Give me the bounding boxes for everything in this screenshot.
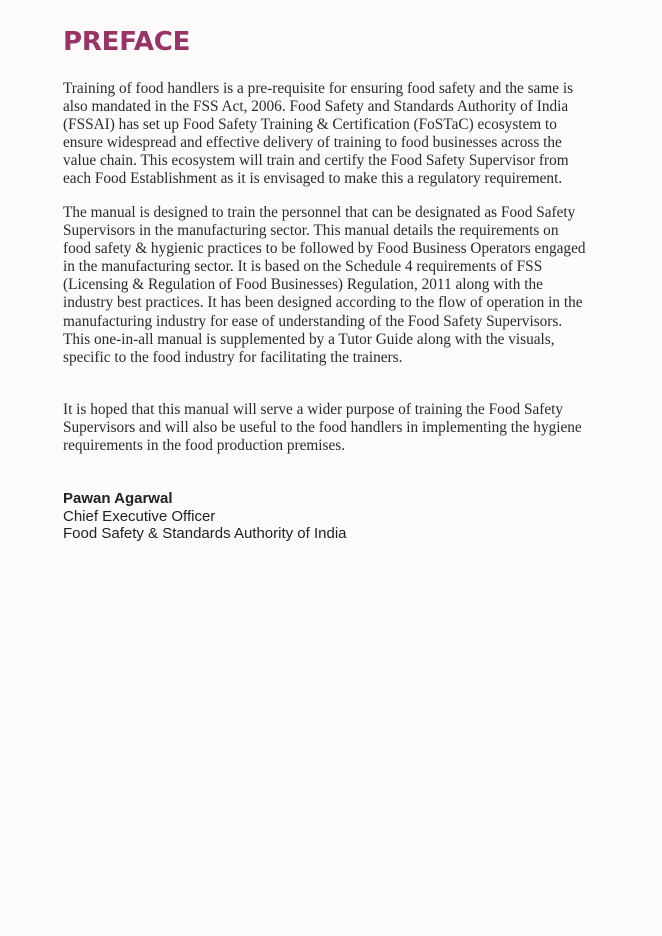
paragraph-line: specific to the food industry for facilitating the trainers. [63,348,403,366]
paragraph-line: This one-in-all manual is supplemented by a Tutor Guide along with the visuals, [63,330,555,348]
paragraph-closing [63,401,603,455]
paragraph-line: ensure widespread and effective delivery of training to food businesses across the [63,134,562,152]
paragraph-line: in the manufacturing sector. It is based on the Schedule 4 requirements of FSS [63,258,543,276]
paragraph-line: The manual is designed to train the personnel that can be designated as Food Safety [63,204,576,221]
signatory-title: Chief Executive Officer [63,507,216,525]
paragraph-line: food safety & hygienic practices to be followed by Food Business Operators engaged [63,240,586,258]
paragraph-line: also mandated in the FSS Act, 2006. Food Safety and Standards Authority of India [63,98,569,116]
page-title: PREFACE [63,27,191,57]
paragraph-line: each Food Establishment as it is envisaged to make this a regulatory requirement. [63,170,563,188]
paragraph-line: requirements in the food production premises. [63,437,346,455]
signature-block [63,490,347,543]
paragraph-line: Supervisors in the manufacturing sector. This manual details the requirements on [63,222,559,240]
paragraph-line: Training of food handlers is a pre-requisite for ensuring food safety and the same is [63,80,574,97]
paragraph-manual-description [63,204,603,367]
signatory-name: Pawan Agarwal [63,490,173,507]
paragraph-line: value chain. This ecosystem will train and certify the Food Safety Supervisor from [63,152,569,170]
signatory-organization: Food Safety & Standards Authority of India [63,525,347,542]
paragraph-intro [63,80,603,189]
paragraph-line: Supervisors and will also be useful to the food handlers in implementing the hygiene [63,419,582,437]
paragraph-line: (FSSAI) has set up Food Safety Training & Certification (FoSTaC) ecosystem to [63,116,557,134]
paragraph-line: industry best practices. It has been designed according to the flow of operation in the [63,294,583,312]
paragraph-line: manufacturing industry for ease of understanding of the Food Safety Supervisors. [63,312,563,330]
paragraph-line: (Licensing & Regulation of Food Businesses) Regulation, 2011 along with the [63,276,543,294]
paragraph-line: It is hoped that this manual will serve a wider purpose of training the Food Safety [63,401,564,418]
